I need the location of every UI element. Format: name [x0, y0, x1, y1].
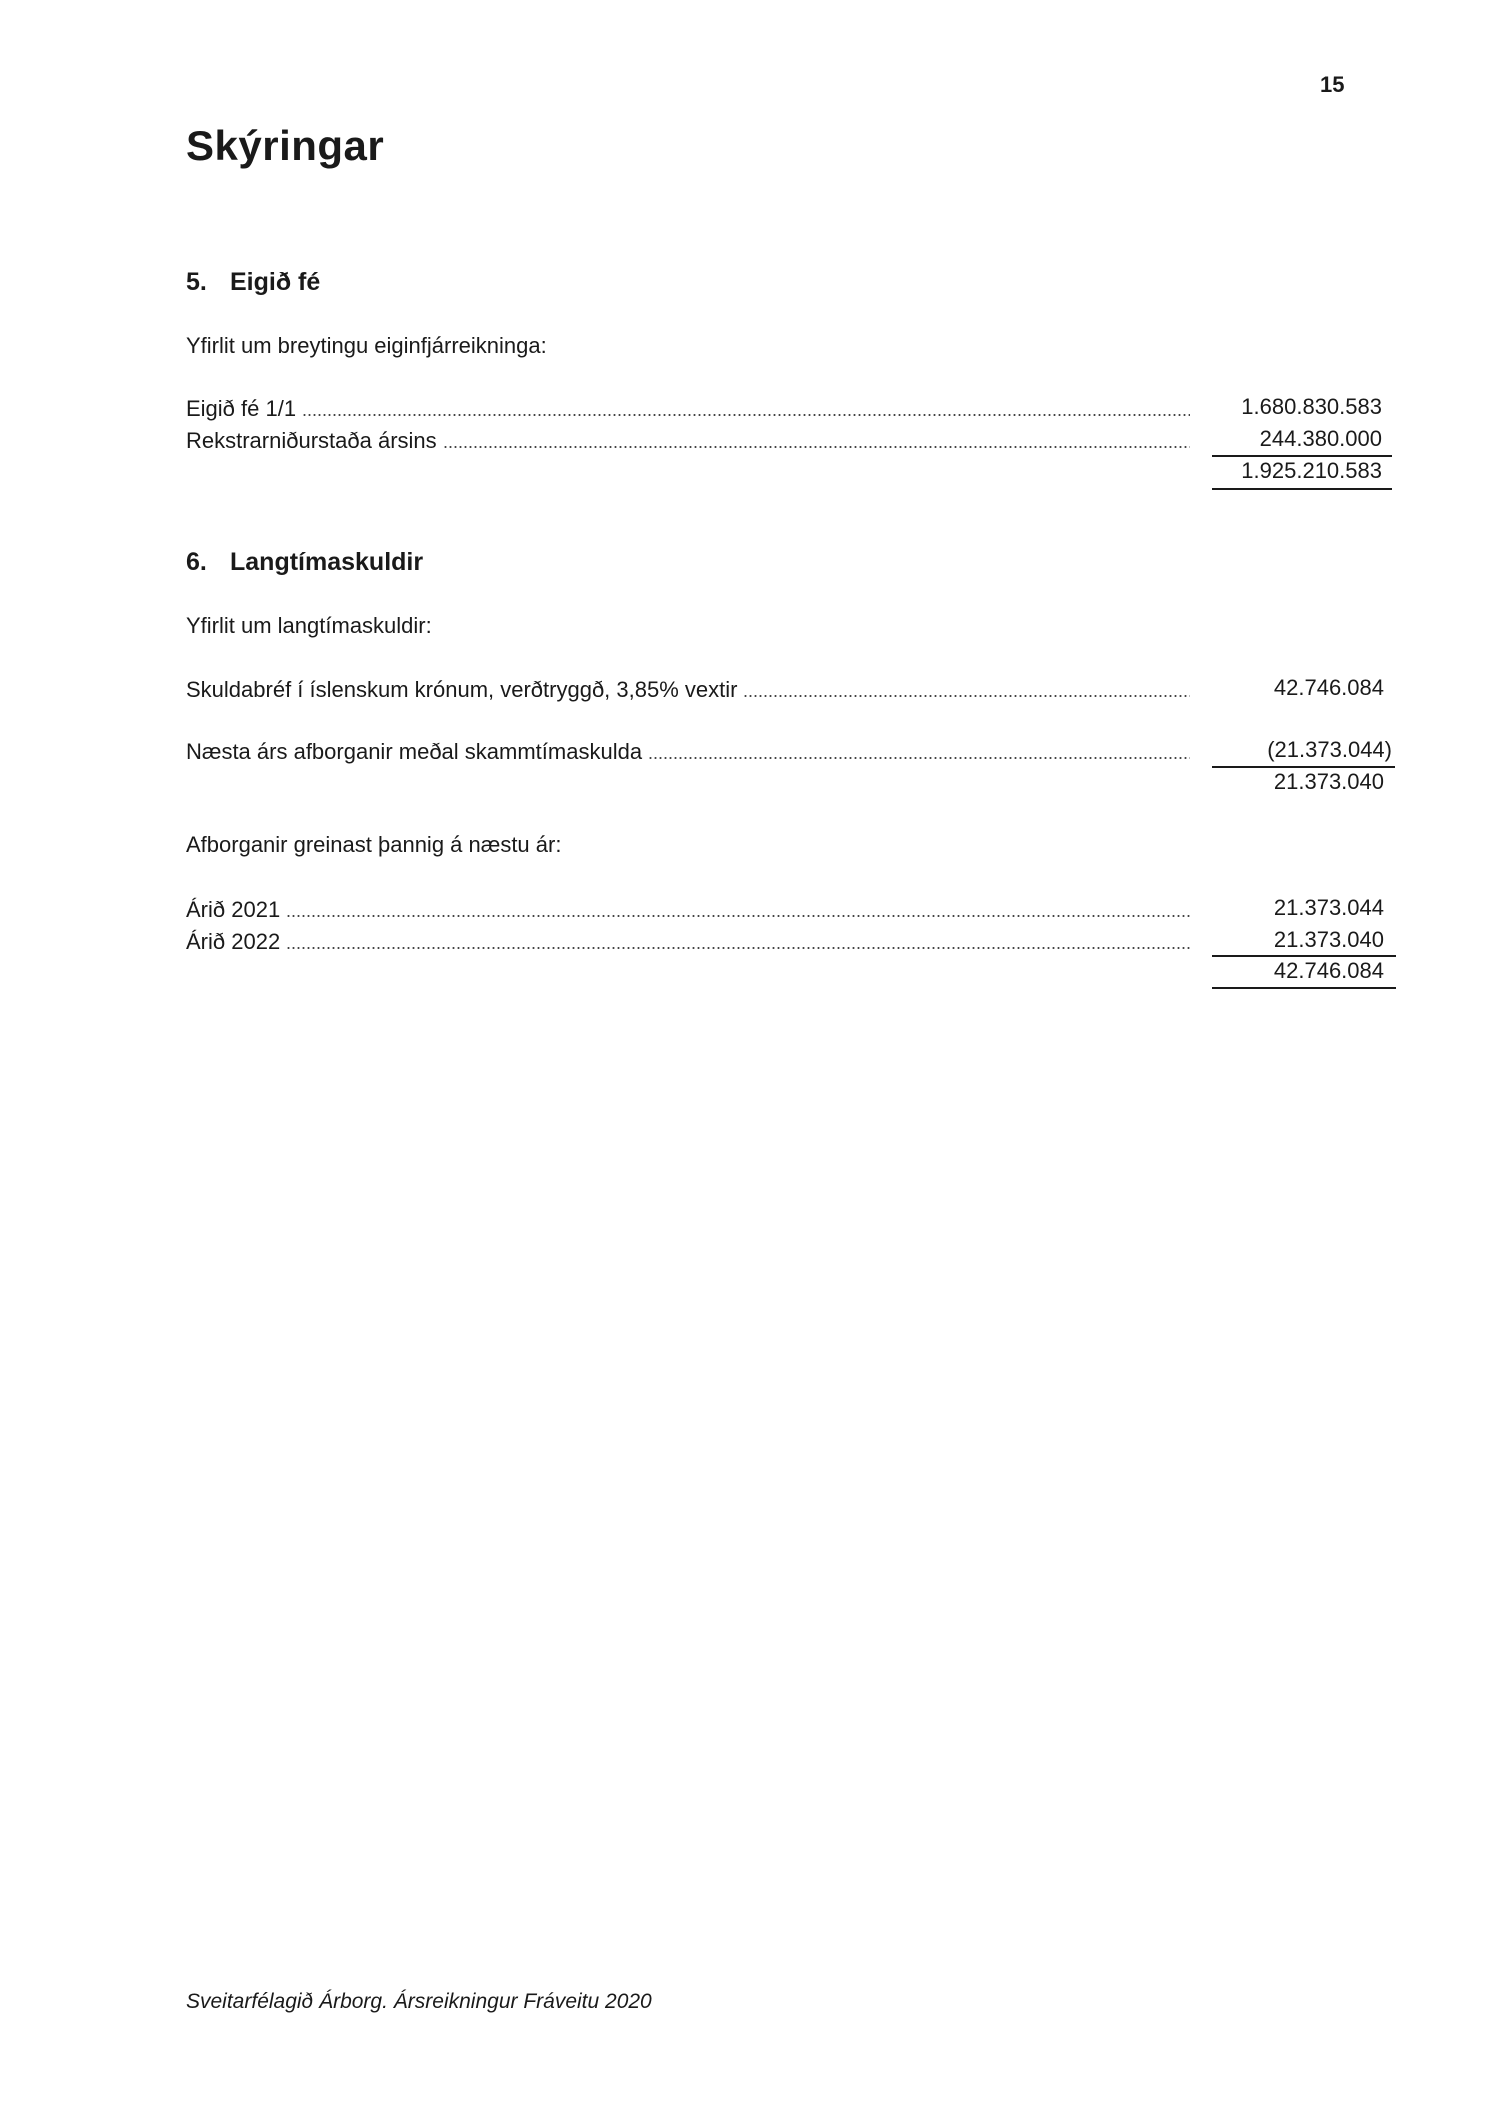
section-5-number: 5.	[186, 268, 207, 296]
amount-2021: 21.373.044	[1273, 895, 1384, 920]
schedule-intro: Afborganir greinast þannig á næstu ár:	[186, 832, 562, 857]
amount-loan: 42.746.084	[1273, 675, 1384, 700]
amount-equity-opening: 1.680.830.583	[1241, 394, 1382, 419]
leader-dots	[286, 915, 1190, 917]
total-line	[1212, 987, 1396, 989]
schedule-row-2021	[186, 893, 1194, 923]
section-5-intro: Yfirlit um breytingu eiginfjárreikninga:	[186, 333, 547, 358]
leader-dots	[648, 757, 1190, 759]
leader-dots	[286, 947, 1190, 949]
section-6-number: 6.	[186, 548, 207, 576]
section-5-heading	[186, 268, 320, 297]
footer-text: Sveitarfélagið Árborg. Ársreikningur Fráveitu 2020	[186, 1990, 652, 2013]
current-portion-row	[186, 735, 1194, 765]
leader-dots	[743, 695, 1190, 697]
section-6-intro: Yfirlit um langtímaskuldir:	[186, 613, 432, 638]
page-number: 15	[1320, 72, 1345, 97]
leader-dots	[443, 446, 1190, 448]
row-label: Rekstrarniðurstaða ársins	[186, 428, 437, 453]
amount-equity-total: 1.925.210.583	[1241, 458, 1382, 483]
section-6-title: Langtímaskuldir	[230, 548, 424, 576]
row-label: Árið 2022	[186, 929, 281, 954]
loan-row	[186, 673, 1194, 703]
section-5-title: Eigið fé	[230, 268, 321, 296]
amount-equity-result: 244.380.000	[1259, 426, 1382, 451]
equity-row-result	[186, 424, 1194, 454]
leader-dots	[302, 414, 1190, 416]
row-label: Næsta árs afborganir meðal skammtímaskulda	[186, 739, 643, 764]
amount-schedule-total: 42.746.084	[1273, 958, 1384, 983]
section-6-heading	[186, 548, 423, 577]
schedule-row-2022	[186, 925, 1194, 955]
amount-2022: 21.373.040	[1273, 927, 1384, 952]
row-label: Árið 2021	[186, 897, 281, 922]
row-label: Eigið fé 1/1	[186, 396, 297, 421]
amount-net-long-term: 21.373.040	[1273, 769, 1384, 794]
page-title: Skýringar	[186, 122, 385, 169]
equity-row-opening	[186, 392, 1194, 422]
row-label: Skuldabréf í íslenskum krónum, verðtryggð, 3,85% vextir	[186, 677, 738, 702]
amount-current-portion: (21.373.044)	[1267, 737, 1392, 762]
total-line	[1212, 488, 1392, 490]
